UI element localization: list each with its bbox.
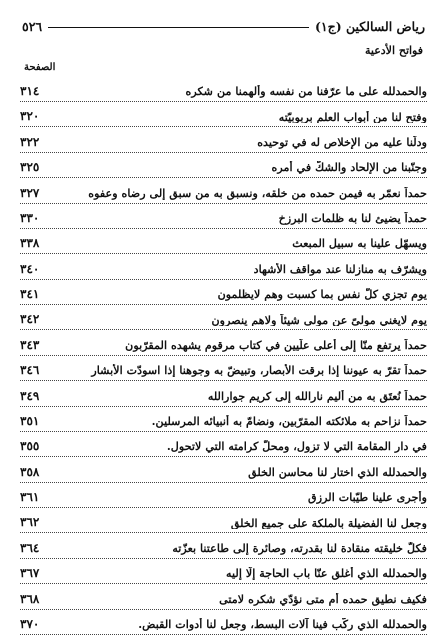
entry-page-number: ٣٢٢ xyxy=(20,134,40,149)
running-header xyxy=(22,12,425,34)
entry-page-number: ٣٤٦ xyxy=(20,363,40,378)
entry-page-number: ٣٧٠ xyxy=(20,616,40,631)
index-entry xyxy=(20,180,427,204)
index-entry xyxy=(20,535,427,559)
entry-text: حمداً يضيئ لنا به ظلمات البرزخ xyxy=(278,212,427,225)
entry-text: في دار المقامة التي لا تزول، ومحلّ كرامته التي لاتحول. xyxy=(166,440,427,454)
index-entry xyxy=(20,129,427,153)
index-entry xyxy=(20,154,427,178)
entry-page-number: ٣٦١ xyxy=(20,490,40,504)
index-entries xyxy=(20,78,427,635)
entry-text: والحمدلله على ما عرّفنا من نفسه وألهمنا من شكره xyxy=(185,85,427,98)
entry-page-number: ٣٦٧ xyxy=(20,566,40,581)
entry-text: ويسهّل علينا به سبيل المبعث xyxy=(292,237,427,251)
index-entry xyxy=(20,383,427,407)
book-title: رياض السالكين (ج١) xyxy=(314,19,425,34)
entry-page-number: ٣٤٢ xyxy=(20,312,40,327)
index-entry xyxy=(20,586,427,610)
index-entry xyxy=(20,611,427,635)
entry-text: حمداً تقرّ به عيوننا إذا برقت الأبصار، وتبيضّ به وجوهنا إذا اسودّت الأبشار xyxy=(91,364,427,378)
entry-text: وجنّبنا من الإلحاد والشكّ في أمره xyxy=(271,161,427,175)
entry-page-number: ٣٤٩ xyxy=(20,388,40,403)
entry-page-number: ٣٢٧ xyxy=(20,185,40,200)
entry-page-number: ٣٤٠ xyxy=(20,261,40,276)
entry-page-number: ٣٥٥ xyxy=(20,439,40,454)
entry-page-number: ٣٢٠ xyxy=(20,109,40,124)
index-entry xyxy=(20,433,427,457)
entry-page-number: ٣٢٥ xyxy=(20,160,40,175)
entry-text: والحمدلله الذي اختار لنا محاسن الخلق xyxy=(248,465,427,479)
entry-text: حمداً نُعتَق به من أليم نارالله إلى كريم جوارالله xyxy=(207,389,427,403)
entry-page-number: ٣٥٨ xyxy=(20,464,40,479)
entry-text: حمداً نعمّر به فيمن حمده من خلقه، ونسبق به من سبق إلى رضاه وعفوه xyxy=(88,186,427,200)
section-title: فواتح الأدعية xyxy=(365,44,423,57)
index-entry xyxy=(20,281,427,305)
entry-page-number: ٣٤١ xyxy=(20,287,40,301)
entry-text: وأجرى علينا طيّبات الرزق xyxy=(308,491,427,504)
page-number: ٥٢٦ xyxy=(22,19,43,34)
entry-page-number: ٣٣٨ xyxy=(20,236,40,251)
entry-text: وفتح لنا من أبواب العلم بربوبيّته xyxy=(278,110,427,124)
index-entry xyxy=(20,78,427,102)
entry-text: فكلّ خليقته منقادة لنا بقدرته، وصائرة إلى طاعتنا بعزّته xyxy=(172,541,427,555)
entry-page-number: ٣٦٨ xyxy=(20,591,40,606)
index-entry xyxy=(20,560,427,584)
index-entry xyxy=(20,509,427,533)
entry-page-number: ٣٦٤ xyxy=(20,540,40,555)
entry-text: والحمدلله الذي ركّب فينا آلات البسط، وجعل لنا أدوات القبض. xyxy=(138,618,427,631)
entry-page-number: ٣٣٠ xyxy=(20,210,40,225)
index-entry xyxy=(20,306,427,330)
index-entry xyxy=(20,205,427,229)
entry-page-number: ٣٥١ xyxy=(20,413,40,428)
index-entry xyxy=(20,408,427,432)
entry-text: ويشرّف به منازلنا عند مواقف الأشهاد xyxy=(253,262,427,276)
entry-text: والحمدلله الذي أغلق عنّا باب الحاجة إلّا إليه xyxy=(226,567,427,581)
header-rule xyxy=(48,27,309,28)
entry-text: يوم تجزي كلّ نفس بما كسبت وهم لايظلمون xyxy=(217,288,427,301)
entry-text: وجعل لنا الفضيلة بالملكة على جميع الخلق xyxy=(230,516,427,530)
entry-page-number: ٣١٤ xyxy=(20,84,40,98)
entry-text: فكيف نطيق حمده أم متى نؤدّي شكره لامتى xyxy=(219,592,427,606)
index-entry xyxy=(20,459,427,483)
index-entry xyxy=(20,357,427,381)
entry-page-number: ٣٤٣ xyxy=(20,337,40,352)
index-entry xyxy=(20,332,427,356)
index-entry xyxy=(20,256,427,280)
page-column-header: الصفحة xyxy=(24,62,56,73)
index-entry xyxy=(20,230,427,254)
entry-text: ودلّنا عليه من الإخلاص له في توحيده xyxy=(257,135,427,149)
entry-page-number: ٣٦٢ xyxy=(20,515,40,530)
index-entry xyxy=(20,103,427,127)
entry-text: حمداً يرتفع منّا إلى أعلى علّيين في كتاب مرقوم يشهده المقرّبون xyxy=(125,338,427,352)
index-entry xyxy=(20,484,427,508)
entry-text: حمداً نزاحم به ملائكته المقرّبين، ونضامّ به أنبيائه المرسلين. xyxy=(151,415,427,428)
entry-text: يوم لايغني مولىً عن مولى شيئاً ولاهم ينصرون xyxy=(211,313,427,327)
